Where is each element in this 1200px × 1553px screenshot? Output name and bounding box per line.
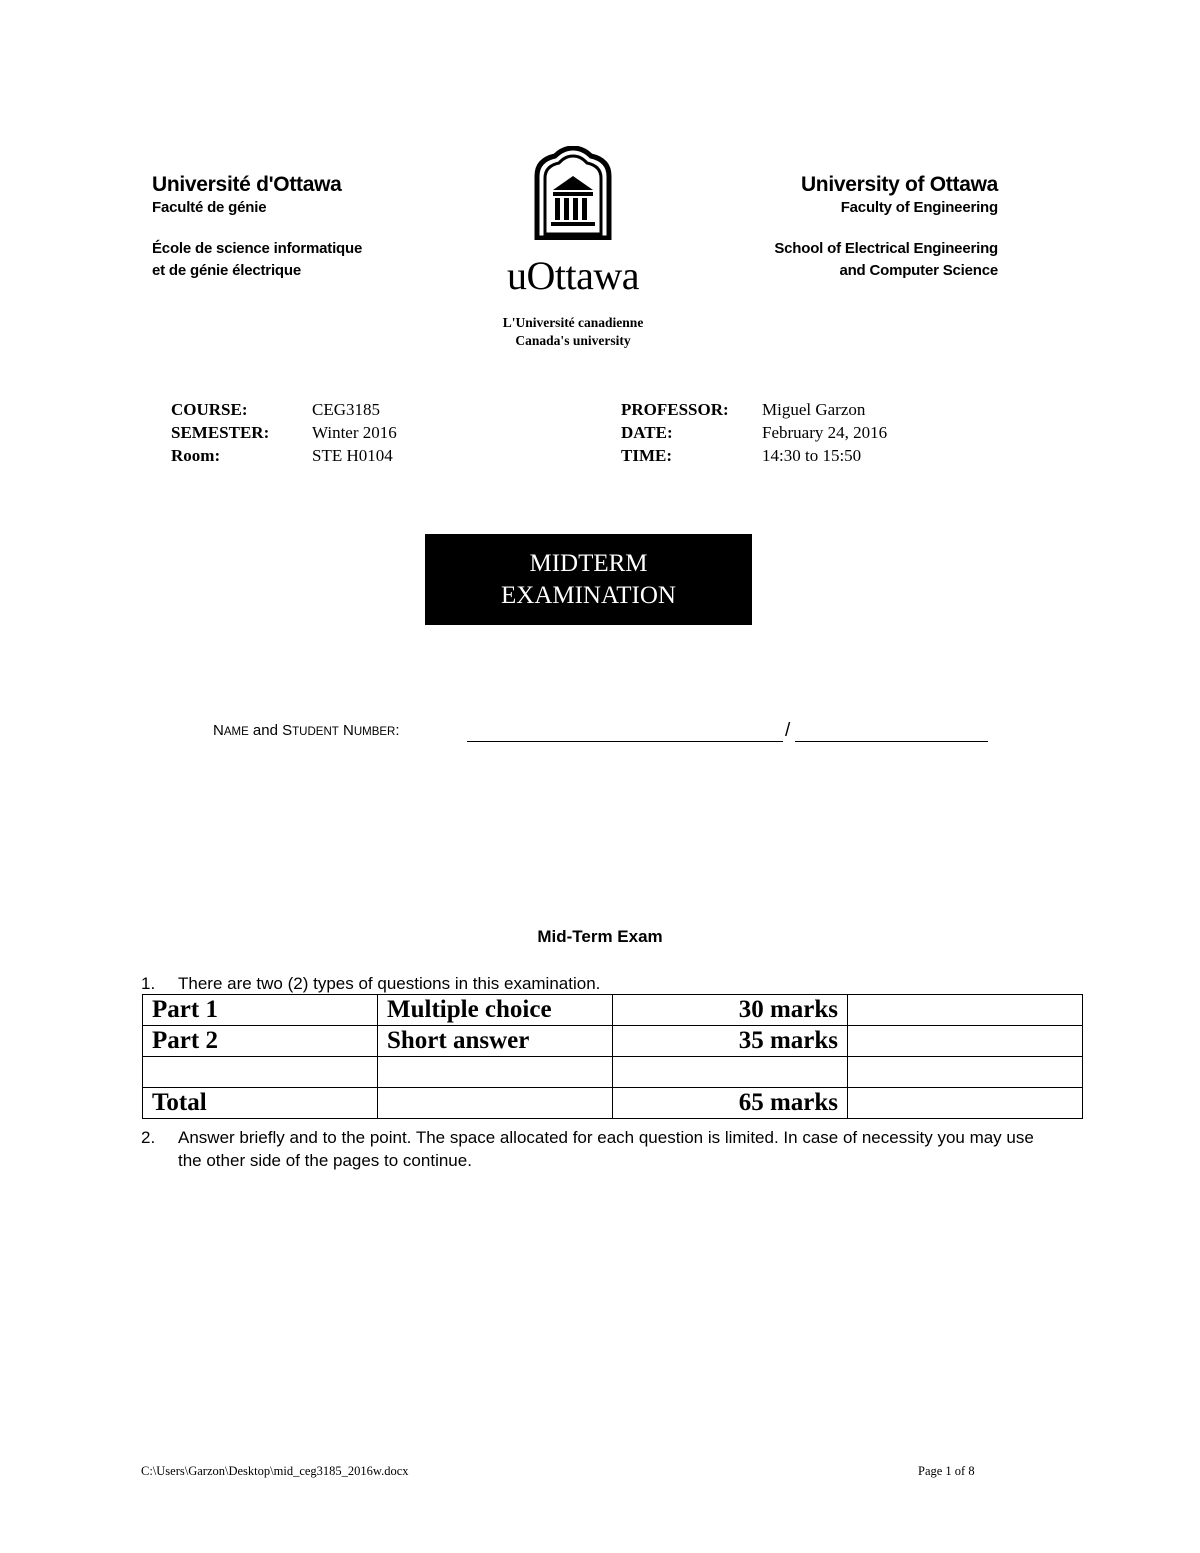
exam-title-line2: EXAMINATION xyxy=(501,581,676,609)
name-number-separator: / xyxy=(785,720,791,741)
table-cell xyxy=(378,1088,613,1119)
course-value: CEG3185 xyxy=(312,400,380,419)
table-row xyxy=(143,1088,1083,1119)
building-crest-icon xyxy=(533,146,613,240)
score-cell[interactable] xyxy=(848,1057,1083,1088)
table-cell xyxy=(378,1057,613,1088)
table-row xyxy=(143,995,1083,1026)
semester-value: Winter 2016 xyxy=(312,423,397,442)
score-cell[interactable] xyxy=(848,1088,1083,1119)
table-cell: 30 marks xyxy=(613,995,848,1026)
faculty-name-en: Faculty of Engineering xyxy=(840,199,998,216)
time-label: TIME: xyxy=(621,446,672,465)
school-name-fr-line1: École de science informatique xyxy=(152,240,363,257)
table-cell: 35 marks xyxy=(613,1026,848,1057)
professor-label: PROFESSOR: xyxy=(621,400,729,419)
school-name-fr-line2: et de génie électrique xyxy=(152,262,301,279)
name-label-colon: : xyxy=(395,722,400,739)
logo-wordmark: uOttawa xyxy=(506,253,639,298)
school-name-en-line2: and Computer Science xyxy=(839,262,998,279)
instruction-1 xyxy=(141,972,1091,995)
university-name-fr: Université d'Ottawa xyxy=(152,173,342,196)
course-info xyxy=(0,398,1200,470)
table-row xyxy=(143,1057,1083,1088)
name-input-line[interactable] xyxy=(467,741,783,742)
tagline-fr: L'Université canadienne xyxy=(502,315,644,330)
date-label: DATE: xyxy=(621,423,673,442)
table-cell: Part 1 xyxy=(143,995,378,1026)
name-label-tudent: TUDENT xyxy=(292,726,339,738)
instruction-text: There are two (2) types of questions in this examination. xyxy=(178,974,601,993)
instruction-2 xyxy=(141,1126,1091,1172)
instruction-number: 2. xyxy=(141,1128,156,1147)
course-label: COURSE: xyxy=(171,400,248,419)
name-label-n: N xyxy=(213,722,224,739)
header-french xyxy=(152,172,452,282)
table-cell xyxy=(613,1057,848,1088)
name-label-and: and xyxy=(248,722,283,739)
student-number-input-line[interactable] xyxy=(795,741,988,742)
room-value: STE H0104 xyxy=(312,446,393,465)
footer-page-number: Page 1 of 8 xyxy=(918,1464,975,1478)
university-logo xyxy=(488,146,658,350)
faculty-name-fr: Faculté de génie xyxy=(152,199,267,216)
professor-value: Miguel Garzon xyxy=(762,400,866,419)
name-label-ame: AME xyxy=(223,726,249,738)
room-label: Room: xyxy=(171,446,221,465)
name-field-label xyxy=(213,722,400,739)
footer-file-path: C:\Users\Garzon\Desktop\mid_ceg3185_2016w.docx xyxy=(141,1464,409,1478)
tagline-en: Canada's university xyxy=(515,333,631,348)
marks-table xyxy=(142,994,1083,1119)
table-cell: Multiple choice xyxy=(378,995,613,1026)
date-value: February 24, 2016 xyxy=(762,423,888,442)
table-cell xyxy=(143,1057,378,1088)
name-label-s: S xyxy=(282,722,293,739)
time-value: 14:30 to 15:50 xyxy=(762,446,862,465)
table-cell: Part 2 xyxy=(143,1026,378,1057)
instruction-number: 1. xyxy=(141,974,156,993)
table-row xyxy=(143,1026,1083,1057)
score-cell[interactable] xyxy=(848,995,1083,1026)
name-label-umber: UMBER xyxy=(353,726,396,738)
instruction-text: Answer briefly and to the point. The space allocated for each question is limited. In case of necessity you may use the other side of the pages to continue. xyxy=(178,1128,1034,1170)
semester-label: SEMESTER: xyxy=(171,423,270,442)
name-label-n2: N xyxy=(342,722,354,739)
table-cell: 65 marks xyxy=(613,1088,848,1119)
table-cell: Total xyxy=(143,1088,378,1119)
exam-title-line1: MIDTERM xyxy=(529,549,648,577)
university-name-en: University of Ottawa xyxy=(800,173,998,196)
school-name-en-line1: School of Electrical Engineering xyxy=(774,240,998,257)
score-cell[interactable] xyxy=(848,1026,1083,1057)
header-english xyxy=(700,172,998,282)
table-cell: Short answer xyxy=(378,1026,613,1057)
exam-title-box xyxy=(425,534,752,625)
section-title: Mid-Term Exam xyxy=(537,927,663,946)
